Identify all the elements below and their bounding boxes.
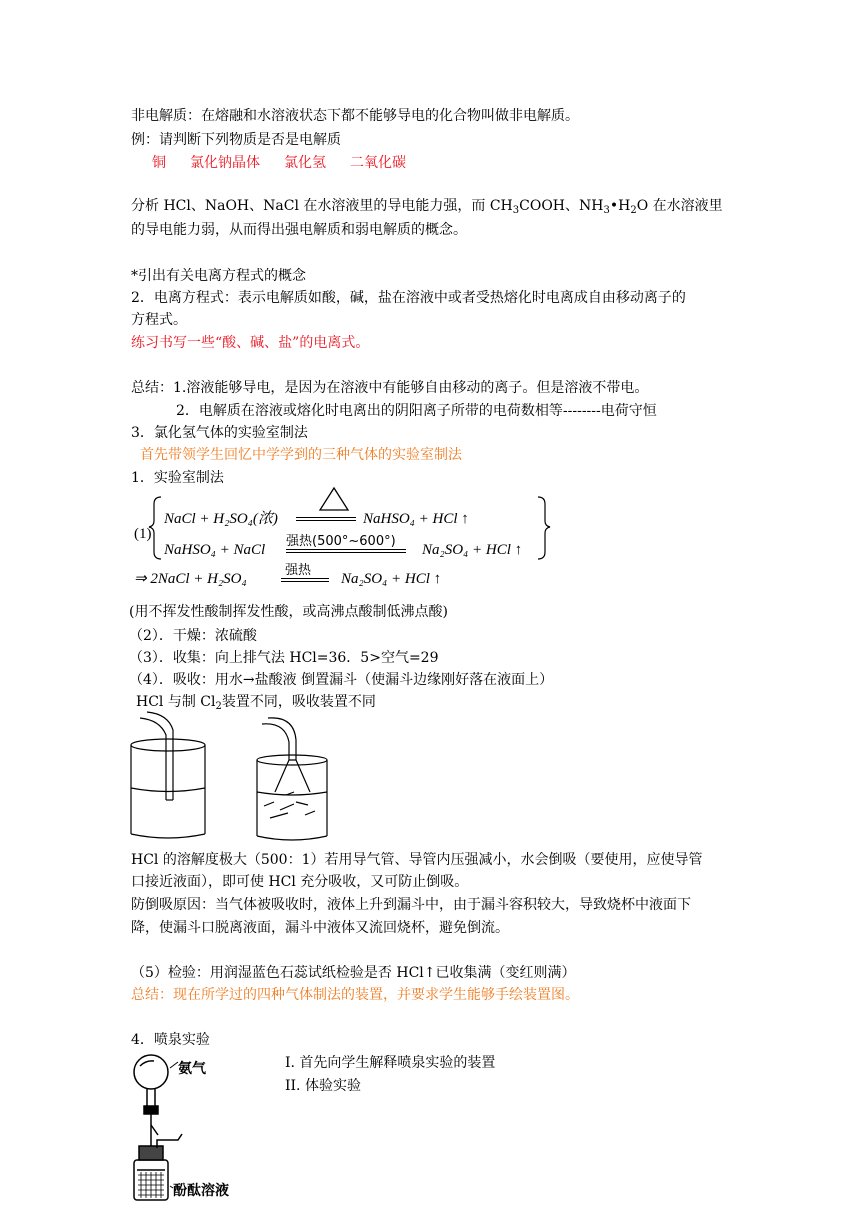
- substance-item: 氯化钠晶体: [190, 155, 260, 171]
- equation-3-left: ⇒ 2NaCl + H₂SO₄: [134, 571, 247, 587]
- ionization-intro: *引出有关电离方程式的概念: [131, 268, 306, 284]
- solubility-line-2: 口接近液面），即可使 HCl 充分吸收，又可防止倒吸。: [131, 874, 469, 890]
- equation-3-right: Na₂SO₄ + HCl ↑: [341, 571, 442, 587]
- summary-line-1: 总结：1.溶液能够导电，是因为在溶液中有能够自由移动的离子。但是溶液不带电。: [131, 380, 649, 396]
- equation-label: (1): [134, 526, 152, 542]
- substance-item: 铜: [152, 155, 166, 171]
- device-note: HCl 与制 $Cl_2$装置不同，吸收装置不同: [136, 694, 376, 712]
- equation-2-left: NaHSO₄ + NaCl: [164, 542, 266, 558]
- nonelectrolyte-definition: 非电解质：在熔融和水溶液状态下都不能够导电的化合物叫做非电解质。: [131, 108, 579, 124]
- example-prompt: 例：请判断下列物质是否是电解质: [131, 132, 341, 148]
- solubility-line-1: HCl 的溶解度极大（500：1）若用导气管、导管内压强减小，水会倒吸（要使用，应使导管: [131, 852, 703, 868]
- bottle-liquid-label: 酚酞溶液: [173, 1183, 229, 1199]
- ionization-definition-1: 2．电离方程式：表示电解质如酸，碱，盐在溶液中或者受热熔化时电离成自由移动离子的: [131, 290, 686, 306]
- absorption-step: （4）．吸收：用水→盐酸液 倒置漏斗（使漏斗边缘刚好落在液面上）: [129, 672, 554, 688]
- substance-item: 氯化氢: [284, 155, 326, 171]
- lab-method-title: 1．实验室制法: [131, 470, 224, 486]
- review-note: 首先带领学生回忆中学学到的三种气体的实验室制法: [140, 447, 462, 463]
- equation-3-condition: 强热: [285, 563, 312, 578]
- antisuck-line-2: 降，使漏斗口脱离液面，漏斗中液体又流回烧杯，避免倒流。: [131, 920, 509, 936]
- volatility-note: (用不挥发性酸制挥发性酸，或高沸点酸制低沸点酸): [129, 604, 448, 620]
- test-step: （5）检验：用润湿蓝色石蕊试纸检验是否 HCl↑已收集满（变红则满）: [131, 965, 576, 981]
- summary-devices: 总结：现在所学过的四种气体制法的装置，并要求学生能够手绘装置图。: [131, 987, 579, 1003]
- summary-line-2: 2．电解质在溶液或熔化时电离出的阴阳离子所带的电荷数相等--------电荷守恒: [176, 403, 657, 419]
- equation-2-right: Na₂SO₄ + HCl ↑: [422, 542, 523, 558]
- equation-1-left: NaCl + H₂SO₄(浓): [164, 511, 278, 527]
- equation-2-condition: 强热(500°~600°): [286, 534, 396, 549]
- analysis-line-2: 的导电能力弱，从而得出强电解质和弱电解质的概念。: [131, 222, 467, 238]
- substance-item: 二氧化碳: [350, 155, 406, 171]
- collection-step: （3）．收集：向上排气法 HCl=36．5>空气=29: [129, 650, 439, 666]
- hcl-prep-title: 3．氯化氢气体的实验室制法: [131, 425, 308, 441]
- equation-1-right: NaHSO₄ + HCl ↑: [363, 511, 469, 527]
- fountain-title: 4．喷泉实验: [131, 1032, 210, 1048]
- practice-note: 练习书写一些“酸、碱、盐”的电离式。: [131, 335, 370, 351]
- fountain-item: I. 首先向学生解释喷泉实验的装置: [285, 1055, 496, 1071]
- ionization-definition-2: 方程式。: [131, 312, 187, 328]
- fountain-item: II. 体验实验: [285, 1078, 361, 1094]
- flask-gas-label: 氨气: [178, 1061, 206, 1077]
- drying-step: （2）．干燥：浓硫酸: [129, 628, 257, 644]
- analysis-line-1: 分析 HCl、NaOH、NaCl 在水溶液里的导电能力强，而 $CH_3COOH$、$NH_3•H_2O$ 在水溶液里: [131, 198, 723, 216]
- antisuck-line-1: 防倒吸原因：当气体被吸收时，液体上升到漏斗中，由于漏斗容积较大，导致烧杯中液面下: [131, 897, 691, 913]
